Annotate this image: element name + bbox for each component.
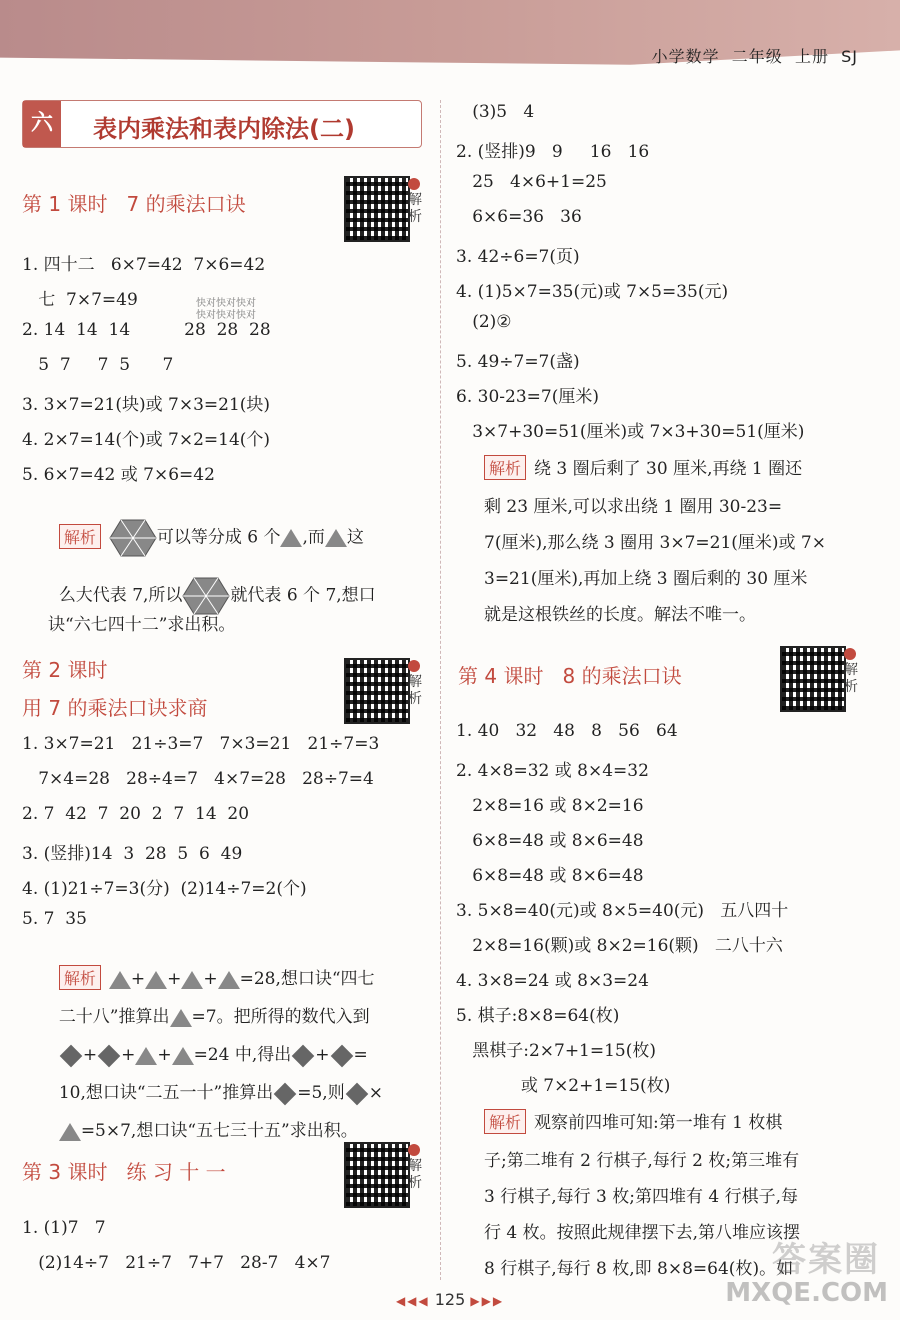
answer-line: 2. (竖排)9 9 16 16 [456, 142, 650, 162]
answer-line: 4. (1)21÷7=3(分) (2)14÷7=2(个) [22, 879, 307, 899]
analysis-line: 剩 23 厘米,可以求出绕 1 圈用 30-23= [484, 497, 783, 517]
qr-code-icon[interactable] [344, 176, 410, 242]
analysis-line: 7(厘米),那么绕 3 圈用 3×7=21(厘米)或 7× [484, 533, 826, 553]
analysis-line: 诀“六七四十二”求出积。 [48, 615, 236, 635]
answer-line: 1. (1)7 7 [22, 1218, 106, 1238]
analysis-line: 10,想口诀“二五一十”推算出 =5,则 × [58, 1083, 383, 1103]
page-number: ◀◀◀ 125 ▶▶▶ [395, 1290, 505, 1309]
answer-line: (3)5 4 [456, 102, 535, 122]
play-icon [408, 178, 420, 190]
answer-line: 4. 3×8=24 或 8×3=24 [456, 971, 649, 991]
book-info: 小学数学 二年级 上册 SJ [651, 47, 858, 66]
answer-line: 6. 30-23=7(厘米) [456, 387, 599, 407]
triangle-icon [280, 529, 302, 547]
answer-line: 1. 40 32 48 8 56 64 [456, 721, 678, 741]
qr-code-icon[interactable] [344, 1142, 410, 1208]
hexagon-icon [109, 518, 157, 558]
qr-code-icon[interactable] [780, 646, 846, 712]
answer-line: 3. 3×7=21(块)或 7×3=21(块) [22, 395, 271, 415]
analysis-line: 子;第二堆有 2 行棋子,每行 2 枚;第三堆有 [484, 1151, 800, 1171]
watermark-url: MXQE.COM [725, 1278, 888, 1308]
analysis-line: 解析 绕 3 圈后剩了 30 厘米,再绕 1 圈还 [484, 454, 802, 480]
chapter-number: 六 [23, 101, 61, 147]
answer-line: 6×8=48 或 8×6=48 [456, 866, 644, 886]
answer-line: 4. 2×7=14(个)或 7×2=14(个) [22, 430, 271, 450]
triangle-icon [59, 1123, 81, 1141]
analysis-line: 8 行棋子,每行 8 枚,即 8×8=64(枚)。如 [484, 1259, 794, 1279]
analysis-line: + + + =24 中,得出 + = [48, 1020, 368, 1065]
left-arrows-icon: ◀◀◀ [395, 1294, 430, 1308]
answer-line: 5. 7 35 [22, 909, 87, 929]
answer-line: 3. 5×8=40(元)或 8×5=40(元) 五八四十 [456, 901, 789, 921]
answer-line: 4. (1)5×7=35(元)或 7×5=35(元) [456, 282, 729, 302]
answer-line: 7×4=28 28÷4=7 4×7=28 28÷7=4 [22, 769, 374, 789]
watermark-stamp: 快对快对快对 快对快对快对 [196, 298, 256, 321]
answer-line: (2)14÷7 21÷7 7+7 28-7 4×7 [22, 1253, 331, 1273]
right-arrows-icon: ▶▶▶ [470, 1294, 505, 1308]
answer-line: 25 4×6+1=25 [456, 172, 607, 192]
analysis-line: 解析 + + + =28,想口诀“四七 [48, 944, 375, 990]
answer-line: 6×8=48 或 8×6=48 [456, 831, 644, 851]
qr-label: 解析 [844, 648, 860, 696]
answer-line: 或 7×2+1=15(枚) [456, 1076, 671, 1096]
analysis-tag: 解析 [59, 965, 101, 990]
watermark: 答案圈 [772, 1240, 880, 1280]
analysis-tag: 解析 [484, 1109, 526, 1134]
answer-line: 2×8=16 或 8×2=16 [456, 796, 644, 816]
answer-line: 5. 6×7=42 或 7×6=42 [22, 465, 215, 485]
analysis-line: 就是这根铁丝的长度。解法不唯一。 [484, 605, 756, 625]
qr-label: 解析 [408, 1144, 424, 1192]
answer-line: 5 7 7 5 7 [22, 355, 174, 375]
analysis-line: 解析 可以等分成 6 个 ,而 这 [48, 498, 364, 558]
qr-label: 解析 [408, 178, 424, 226]
lesson-4-title: 第 4 课时 8 的乘法口诀 [458, 664, 682, 688]
triangle-icon [325, 529, 347, 547]
play-icon [844, 648, 856, 660]
answer-line: 2. 14 14 14 28 28 28 [22, 320, 271, 340]
answer-line: 3. 42÷6=7(页) [456, 247, 580, 267]
answer-line: 黑棋子:2×7+1=15(枚) [456, 1041, 657, 1061]
play-icon [408, 1144, 420, 1156]
answer-line: 2. 4×8=32 或 8×4=32 [456, 761, 649, 781]
answer-line: 2. 7 42 7 20 2 7 14 20 [22, 804, 250, 824]
analysis-tag: 解析 [484, 455, 526, 480]
lesson-2-title: 第 2 课时 [22, 658, 108, 682]
answer-line: 七 7×7=49 [22, 290, 138, 310]
qr-label: 解析 [408, 660, 424, 708]
answer-line: 2×8=16(颗)或 8×2=16(颗) 二八十六 [456, 936, 783, 956]
answer-line: 1. 四十二 6×7=42 7×6=42 [22, 255, 266, 275]
answer-line: 5. 棋子:8×8=64(枚) [456, 1006, 620, 1026]
answer-line: 3. (竖排)14 3 28 5 6 49 [22, 844, 243, 864]
lesson-3-title: 第 3 课时 练 习 十 一 [22, 1160, 226, 1184]
chapter-title: 表内乘法和表内除法(二) [93, 115, 355, 143]
column-divider [440, 100, 441, 1280]
answer-line: 3×7+30=51(厘米)或 7×3+30=51(厘米) [456, 422, 805, 442]
play-icon [408, 660, 420, 672]
analysis-line: 二十八”推算出 =7。把所得的数代入到 [58, 1007, 370, 1027]
lesson-2-subtitle: 用 7 的乘法口诀求商 [22, 696, 208, 720]
answer-line: 5. 49÷7=7(盏) [456, 352, 580, 372]
lesson-1-title: 第 1 课时 7 的乘法口诀 [22, 192, 246, 216]
analysis-line: =5×7,想口诀“五七三十五”求出积。 [48, 1096, 358, 1141]
answer-line: 1. 3×7=21 21÷3=7 7×3=21 21÷7=3 [22, 734, 380, 754]
answer-line: (2)② [456, 312, 512, 332]
qr-code-icon[interactable] [344, 658, 410, 724]
analysis-tag: 解析 [59, 524, 101, 549]
analysis-line: 3 行棋子,每行 3 枚;第四堆有 4 行棋子,每 [484, 1187, 799, 1207]
analysis-line: 解析 观察前四堆可知:第一堆有 1 枚棋 [484, 1108, 782, 1134]
answer-line: 6×6=36 36 [456, 207, 582, 227]
analysis-line: 3=21(厘米),再加上绕 3 圈后剩的 30 厘米 [484, 569, 808, 589]
chapter-header [22, 100, 422, 148]
analysis-line: 行 4 枚。按照此规律摆下去,第八堆应该摆 [484, 1223, 801, 1243]
analysis-line: 么大代表 7,所以 就代表 6 个 7,想口 [48, 556, 376, 616]
